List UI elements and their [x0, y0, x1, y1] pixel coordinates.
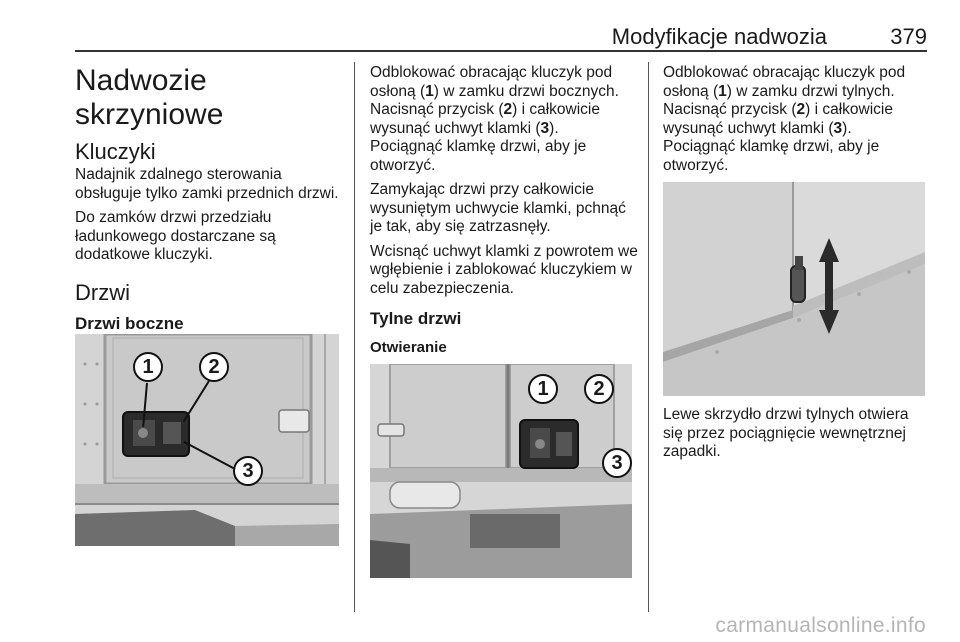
left-door-paragraph: Lewe skrzydło drzwi tylnych otwiera się przez pociągnięcie wewnętrznej zapadki.: [663, 406, 909, 460]
watermark: carmanualsonline.info: [715, 614, 926, 637]
callout-2: 2: [584, 374, 614, 404]
side-door-unlock-paragraph: Odblokować obracając kluczyk pod osłoną (1) w zamku drzwi bocznych. Nacisnąć przycisk (2) i całkowicie wysunąć uchwyt klamki (3). Pociągnąć klamkę drzwi, aby je otworzyć.: [370, 64, 619, 174]
column-3: [663, 64, 927, 181]
callout-1: 1: [133, 352, 163, 382]
callout-3: 3: [233, 456, 263, 486]
page-header: [75, 24, 927, 50]
side-door-lock-illustration: [75, 334, 339, 546]
keys-paragraph-1: Nadajnik zdalnego sterowania obsługuje tylko zamki przednich drzwi.: [75, 166, 339, 202]
column-divider-2: [648, 62, 649, 612]
callout-2: 2: [199, 352, 229, 382]
column-divider-1: [354, 62, 355, 612]
keys-paragraph-2: Do zamków drzwi przedziału ładunkowego dostarczane są dodatkowe kluczyki.: [75, 209, 276, 263]
callout-1: 1: [528, 374, 558, 404]
side-door-lock-paragraph: Wcisnąć uchwyt klamki z powrotem we wgłębienie i zablokować kluczykiem w celu zabezpieczenia.: [370, 242, 638, 297]
rear-door-lock-illustration: [370, 364, 632, 578]
heading-side-doors: Drzwi boczne: [75, 313, 184, 333]
heading-doors: Drzwi: [75, 279, 130, 305]
column-3-bottom: [663, 406, 927, 468]
rear-handle-drawing: [663, 182, 925, 396]
side-door-close-paragraph: Zamykając drzwi przy całkowicie wysuniętym uchwycie klamki, pchnąć je tak, aby się zatrzasnęły.: [370, 181, 626, 235]
heading-rear-doors: Tylne drzwi: [370, 309, 462, 328]
rear-door-handle-illustration: [663, 182, 925, 396]
column-1: [75, 64, 343, 335]
column-2: [370, 64, 638, 358]
header-rule: [75, 50, 927, 52]
section-title: Modyfikacje nadwozia: [611, 24, 827, 49]
page-number: 379: [890, 24, 927, 49]
heading-keys: Kluczyki: [75, 139, 156, 164]
heading-opening: Otwieranie: [370, 339, 447, 356]
rear-door-unlock-paragraph: Odblokować obracając kluczyk pod osłoną (1) w zamku drzwi tylnych. Nacisnąć przycisk (2) i całkowicie wysunąć uchwyt klamki (3). Pociągnąć klamkę drzwi, aby je otworzyć.: [663, 64, 906, 174]
heading-cargo-body: Nadwozie skrzyniowe: [75, 64, 224, 131]
callout-3: 3: [602, 448, 632, 478]
